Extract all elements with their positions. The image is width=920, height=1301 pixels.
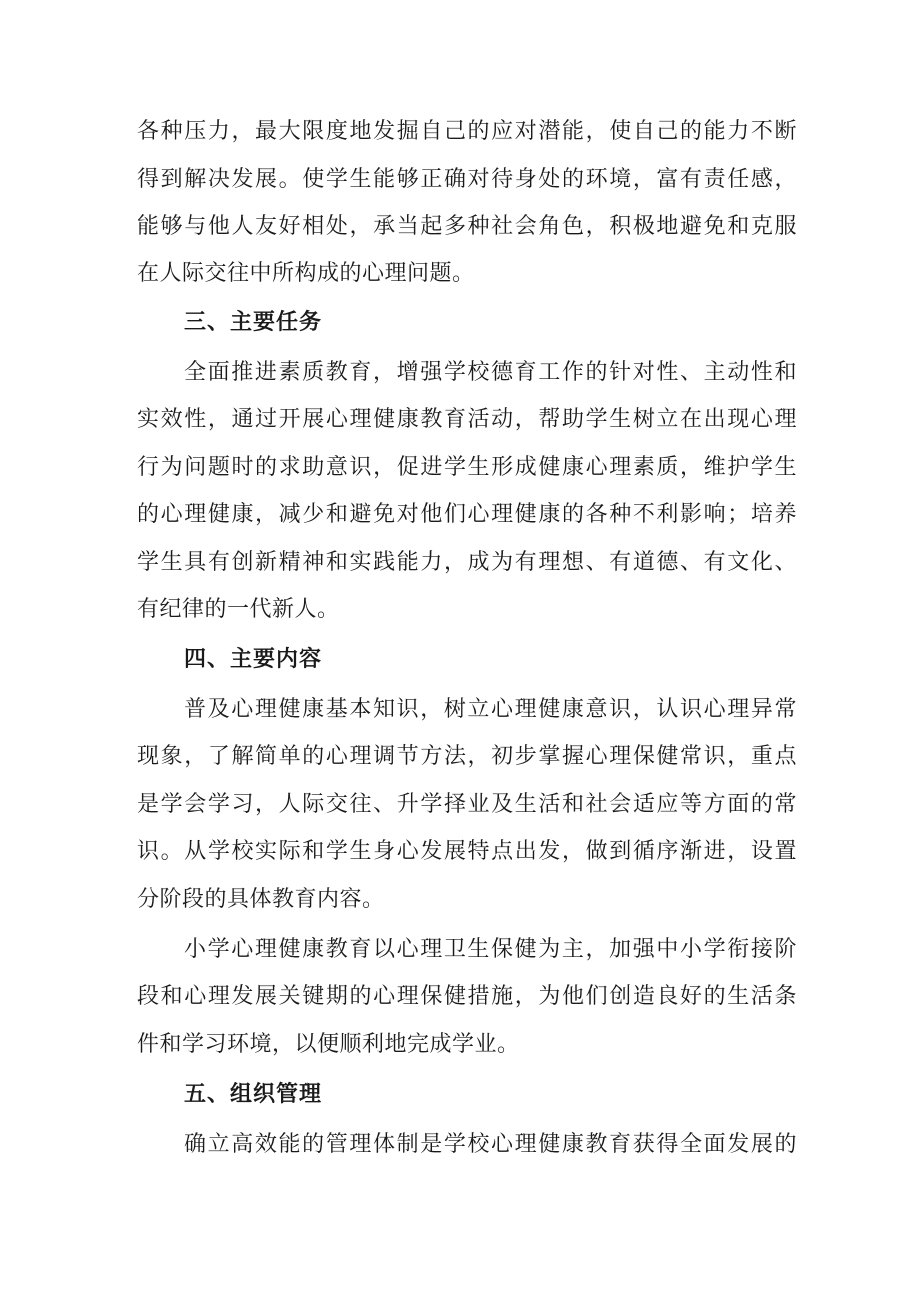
paragraph-line: 学生具有创新精神和实践能力，成为有理想、有道德、有文化、 — [137, 550, 797, 575]
section-heading-main-tasks: 三、主要任务 — [184, 310, 323, 335]
paragraph-line: 段和心理发展关键期的心理保健措施，为他们创造良好的生活条 — [137, 984, 797, 1009]
paragraph-line: 现象，了解简单的心理调节方法，初步掌握心理保健常识，重点 — [137, 744, 797, 769]
paragraph-line: 实效性，通过开展心理健康教育活动，帮助学生树立在出现心理 — [137, 407, 797, 432]
paragraph-line: 有纪律的一代新人。 — [137, 597, 340, 622]
paragraph-line: 得到解决发展。使学生能够正确对待身处的环境，富有责任感， — [137, 167, 797, 192]
paragraph-line: 在人际交往中所构成的心理问题。 — [137, 261, 475, 286]
paragraph-line: 能够与他人友好相处，承当起多种社会角色，积极地避免和克服 — [137, 214, 797, 239]
paragraph-line: 行为问题时的求助意识，促进学生形成健康心理素质，维护学生 — [137, 455, 797, 480]
paragraph-line: 分阶段的具体教育内容。 — [137, 887, 385, 912]
paragraph-line: 件和学习环境，以便顺利地完成学业。 — [137, 1032, 520, 1057]
section-heading-main-content: 四、主要内容 — [184, 647, 323, 672]
paragraph-line: 识。从学校实际和学生身心发展特点出发，做到循序渐进，设置 — [137, 839, 797, 864]
paragraph-line: 小学心理健康教育以心理卫生保健为主，加强中小学衔接阶 — [184, 937, 797, 962]
section-heading-organization: 五、组织管理 — [184, 1082, 323, 1107]
paragraph-line: 确立高效能的管理体制是学校心理健康教育获得全面发展的 — [184, 1132, 797, 1157]
paragraph-line: 是学会学习，人际交往、升学择业及生活和社会适应等方面的常 — [137, 792, 797, 817]
paragraph-line: 各种压力，最大限度地发掘自己的应对潜能，使自己的能力不断 — [137, 119, 797, 144]
paragraph-line: 全面推进素质教育，增强学校德育工作的针对性、主动性和 — [184, 360, 797, 385]
paragraph-line: 普及心理健康基本知识，树立心理健康意识，认识心理异常 — [184, 697, 797, 722]
paragraph-line: 的心理健康，减少和避免对他们心理健康的各种不利影响；培养 — [137, 502, 797, 527]
